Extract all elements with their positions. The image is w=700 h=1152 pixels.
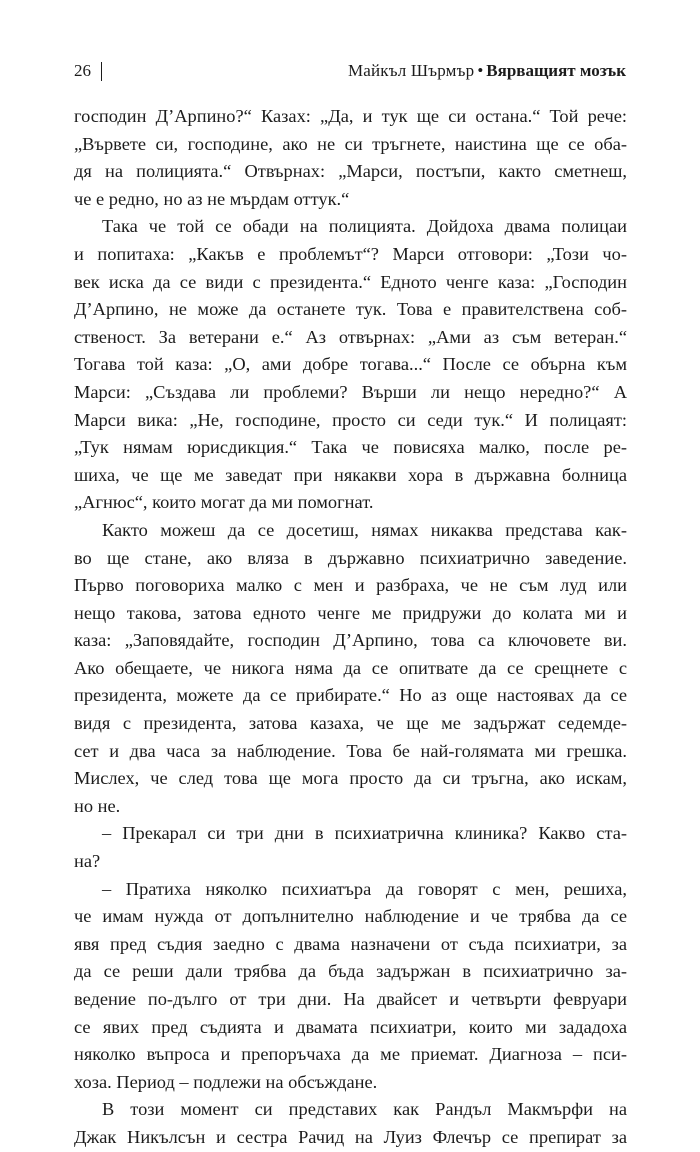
text-line: шиха, че ще ме заведат при някакви хора в държавна болница	[74, 464, 627, 485]
text-line: явя пред съдия заедно с двама назначени от съда психиатри, за	[74, 933, 627, 954]
text-line: че имам нужда от допълнително наблюдение и че трябва да се	[74, 906, 627, 927]
text-line: „Агнюс“, които могат да ми помогнат.	[74, 492, 374, 513]
text-line: во ще стане, ако вляза в държавно психиатрично заведение.	[74, 547, 627, 568]
text-line: на?	[74, 851, 101, 872]
text-line: каза: „Заповядайте, господин Д’Арпино, това са ключовете ви.	[74, 630, 627, 651]
text-line: Тогава той каза: „О, ами добре тогава...“ После се обърна към	[74, 354, 627, 375]
text-line: но не.	[74, 795, 121, 816]
text-line: сет и два часа за наблюдение. Това бе най-голямата ми грешка.	[74, 740, 627, 761]
text-line: Джак Никълсън и сестра Рачид на Луиз Флечър се препират за	[74, 1126, 627, 1147]
text-line: няколко въпроса и препоръчаха да ме приемат. Диагноза – пси-	[74, 1044, 627, 1065]
text-line: ведение по-дълго от три дни. На двайсет и четвърти февруари	[74, 989, 627, 1009]
text-line: ственост. За ветерани е.“ Аз отвърнах: „Ами аз съм ветеран.“	[74, 326, 627, 347]
text-line: и попитаха: „Какъв е проблемът“? Марси отговори: „Този чо-	[74, 243, 627, 264]
text-line: Както можеш да се досетиш, нямах никаква представа как-	[102, 519, 627, 540]
text-line: нещо такова, затова едното ченге ме придружи до колата ми и	[74, 602, 627, 623]
text-line: „Вървете си, господине, ако не си тръгнете, наистина ще се оба-	[74, 133, 627, 154]
text-line: Първо поговориха малко с мен и разбраха, че не съм луд или	[74, 575, 627, 596]
text-line: господин Д’Арпино?“ Казах: „Да, и тук ще си остана.“ Той рече:	[74, 106, 627, 126]
text-line: дя на полицията.“ Отвърнах: „Марси, постъпи, както сметнеш,	[74, 161, 627, 182]
header-separator: •	[477, 61, 484, 80]
body-text	[74, 103, 627, 1152]
header-title-group	[348, 58, 626, 84]
text-line: – Прекарал си три дни в психиатрична клиника? Какво ста-	[102, 823, 627, 844]
text-line: хоза. Период – подлежи на обсъждане.	[74, 1071, 378, 1092]
text-line: да се реши дали трябва да бъда задържан в психиатрично за-	[74, 961, 627, 982]
text-line: Д’Арпино, не може да останете тук. Това е правителствена соб-	[74, 299, 627, 320]
text-line: век иска да се види с президента.“ Едното ченге каза: „Господин	[74, 271, 627, 292]
text-line: че е редно, но аз не мърдам оттук.“	[74, 188, 350, 209]
page-number: 26	[74, 61, 91, 80]
text-line: Така че той се обади на полицията. Дойдоха двама полицаи	[102, 216, 627, 237]
text-line: „Тук нямам юрисдикция.“ Така че повисяха малко, после ре-	[74, 437, 627, 458]
header-divider	[101, 62, 102, 81]
text-line: – Пратиха няколко психиатъра да говорят с мен, решиха,	[102, 878, 627, 899]
text-line: В този момент си представих как Рандъл Макмърфи на	[102, 1099, 627, 1120]
text-line: президента, можете да се прибирате.“ Но аз още настоявах да се	[74, 685, 627, 706]
text-line: Мислех, че след това ще мога просто да си тръгна, ако искам,	[74, 768, 627, 789]
running-header	[74, 58, 626, 84]
header-author: Майкъл Шърмър	[347, 61, 475, 80]
text-line: Марси: „Създава ли проблеми? Върши ли нещо нередно?“ А	[74, 381, 627, 402]
text-line: Ако обещаете, че никога няма да се опитвате да се срещнете с	[74, 657, 627, 678]
text-line: се явих пред съдията и двамата психиатри, които ми зададоха	[74, 1016, 627, 1037]
text-line: видя с президента, затова казаха, че ще ме задържат седемде-	[74, 713, 627, 734]
header-book-title: Вярващият мозък	[486, 61, 626, 80]
text-line: Марси вика: „Не, господине, просто си седи тук.“ И полицаят:	[74, 409, 627, 430]
